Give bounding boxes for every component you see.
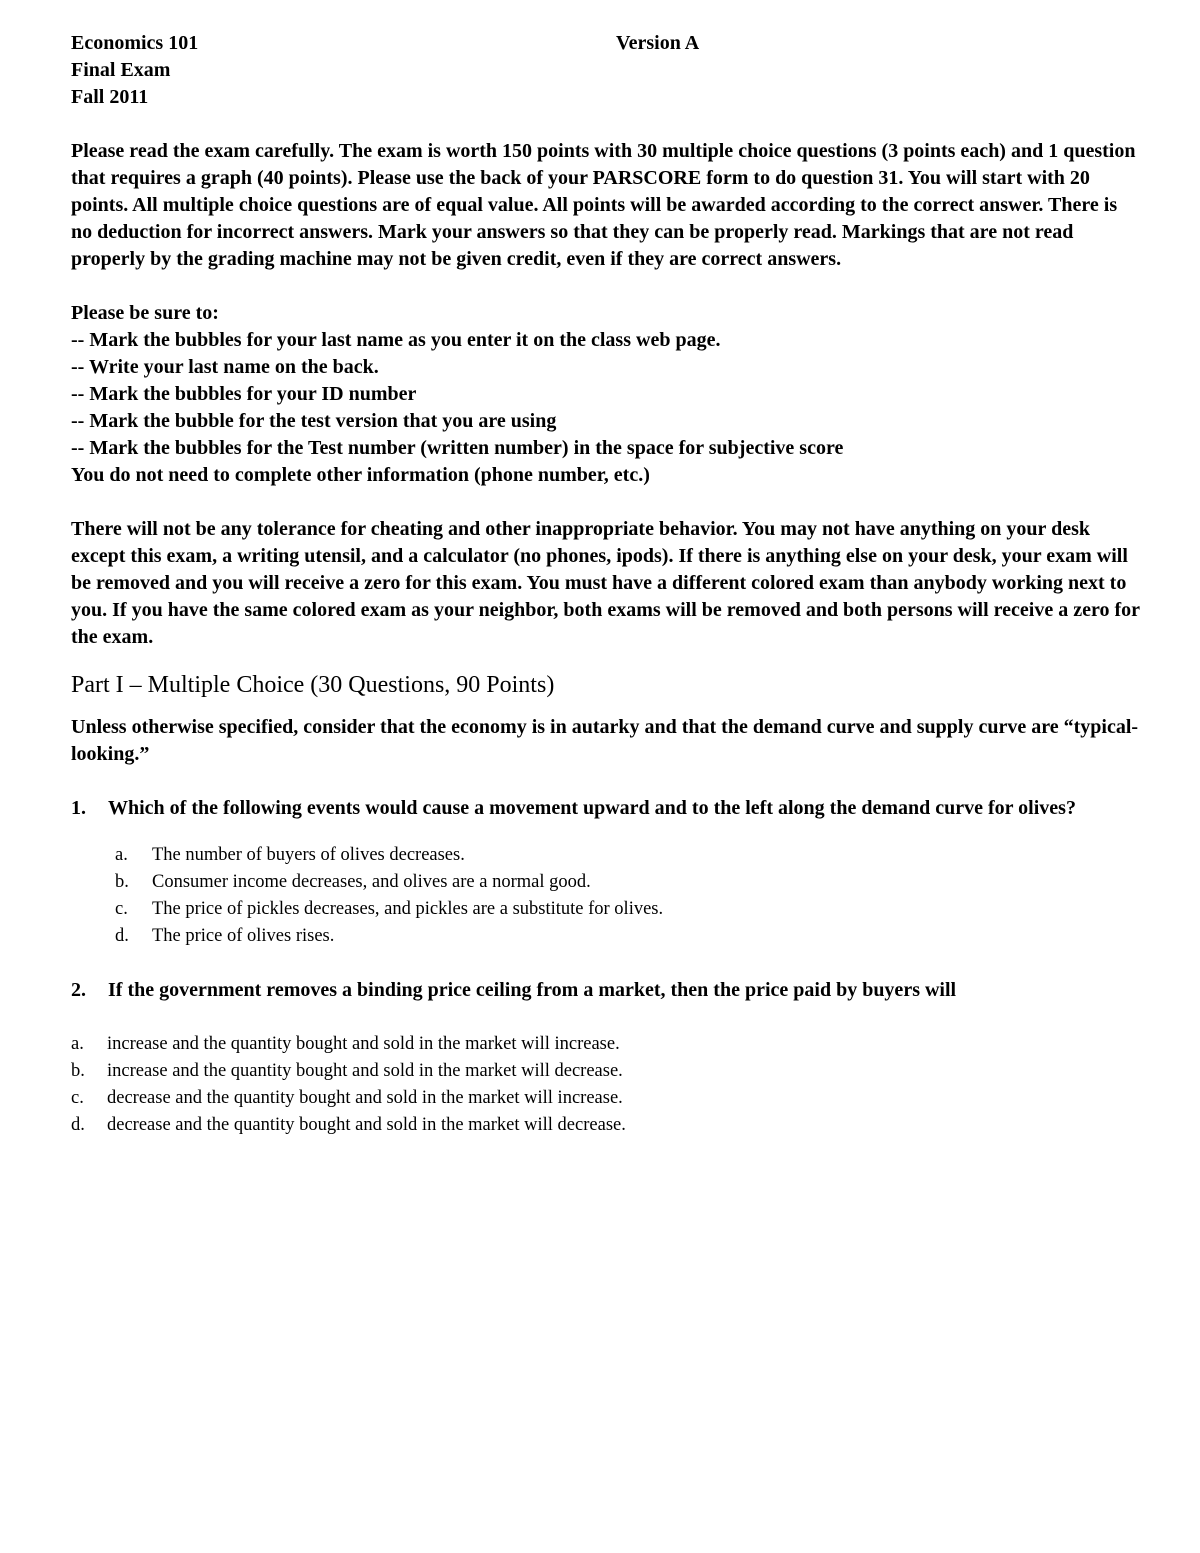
question-2-options (71, 1031, 1140, 1139)
option-text: increase and the quantity bought and sold in the market will increase. (107, 1034, 620, 1054)
header-row-1 (71, 30, 1140, 57)
option-letter: d. (71, 1115, 85, 1135)
checklist-item: -- Mark the bubbles for your ID number (71, 383, 417, 405)
option-item (71, 1112, 1140, 1139)
option-text: The number of buyers of olives decreases. (152, 845, 465, 865)
course-title: Economics 101 (71, 32, 199, 54)
option-letter: a. (115, 845, 128, 865)
option-item (71, 1058, 1140, 1085)
cheating-paragraph: There will not be any tolerance for cheating and other inappropriate behavior. You may not have anything on your desk except this exam, a writing utensil, and a calculator (no phones, ipods). If there is anything else on your desk, your exam will be removed and you will receive a zero for this exam. You must have a different colored exam than anybody working next to you. If you have the same colored exam as your neighbor, both exams will be removed and both persons will receive a zero for the exam. (71, 518, 1140, 648)
option-letter: b. (115, 872, 129, 892)
intro-paragraph: Please read the exam carefully. The exam is worth 150 points with 30 multiple choice questions (3 points each) and 1 question that requires a graph (40 points). Please use the back of your PARSCORE form to do question 31. You will start with 20 points. All multiple choice questions are of equal value. All points will be awarded according to the correct answer. There is no deduction for incorrect answers. Mark your answers so that they can be properly read. Markings that are not read properly by the grading machine may not be given credit, even if they are correct answers. (71, 140, 1136, 270)
option-letter: c. (115, 899, 128, 919)
option-text: increase and the quantity bought and sold in the market will decrease. (107, 1061, 623, 1081)
checklist-item: -- Mark the bubbles for your last name as you enter it on the class web page. (71, 329, 721, 351)
option-letter: b. (71, 1061, 85, 1081)
question-number: 1. (71, 797, 86, 819)
question-text: Which of the following events would cause a movement upward and to the left along the demand curve for olives? (108, 797, 1076, 819)
checklist-item: -- Write your last name on the back. (71, 356, 379, 378)
option-item (71, 1031, 1140, 1058)
option-text: The price of pickles decreases, and pickles are a substitute for olives. (152, 899, 664, 919)
exam-name: Final Exam (71, 59, 171, 81)
option-item (71, 1085, 1140, 1112)
option-letter: d. (115, 926, 129, 946)
question-1-options (115, 842, 1140, 950)
option-item (115, 869, 1140, 896)
option-item (115, 923, 1140, 950)
question-number: 2. (71, 979, 86, 1001)
checklist-item: -- Mark the bubble for the test version that you are using (71, 410, 557, 432)
question-2 (71, 977, 1140, 1004)
option-letter: a. (71, 1034, 84, 1054)
option-text: decrease and the quantity bought and sold in the market will decrease. (107, 1115, 626, 1135)
option-item (115, 842, 1140, 869)
part-heading: Part I – Multiple Choice (30 Questions, 90 Points) (71, 672, 555, 698)
option-item (115, 896, 1140, 923)
option-letter: c. (71, 1088, 84, 1108)
checklist-item: -- Mark the bubbles for the Test number (written number) in the space for subjective score (71, 437, 844, 459)
checklist-title: Please be sure to: (71, 302, 219, 324)
option-text: decrease and the quantity bought and sold in the market will increase. (107, 1088, 623, 1108)
question-text: If the government removes a binding price ceiling from a market, then the price paid by buyers will (108, 979, 957, 1001)
exam-term: Fall 2011 (71, 86, 149, 108)
option-text: Consumer income decreases, and olives are a normal good. (152, 872, 591, 892)
question-1 (71, 795, 1140, 822)
checklist-footer: You do not need to complete other information (phone number, etc.) (71, 464, 650, 486)
option-text: The price of olives rises. (152, 926, 335, 946)
part-instructions: Unless otherwise specified, consider that the economy is in autarky and that the demand curve and supply curve are “typical-looking.” (71, 716, 1139, 765)
exam-version: Version A (616, 32, 700, 54)
